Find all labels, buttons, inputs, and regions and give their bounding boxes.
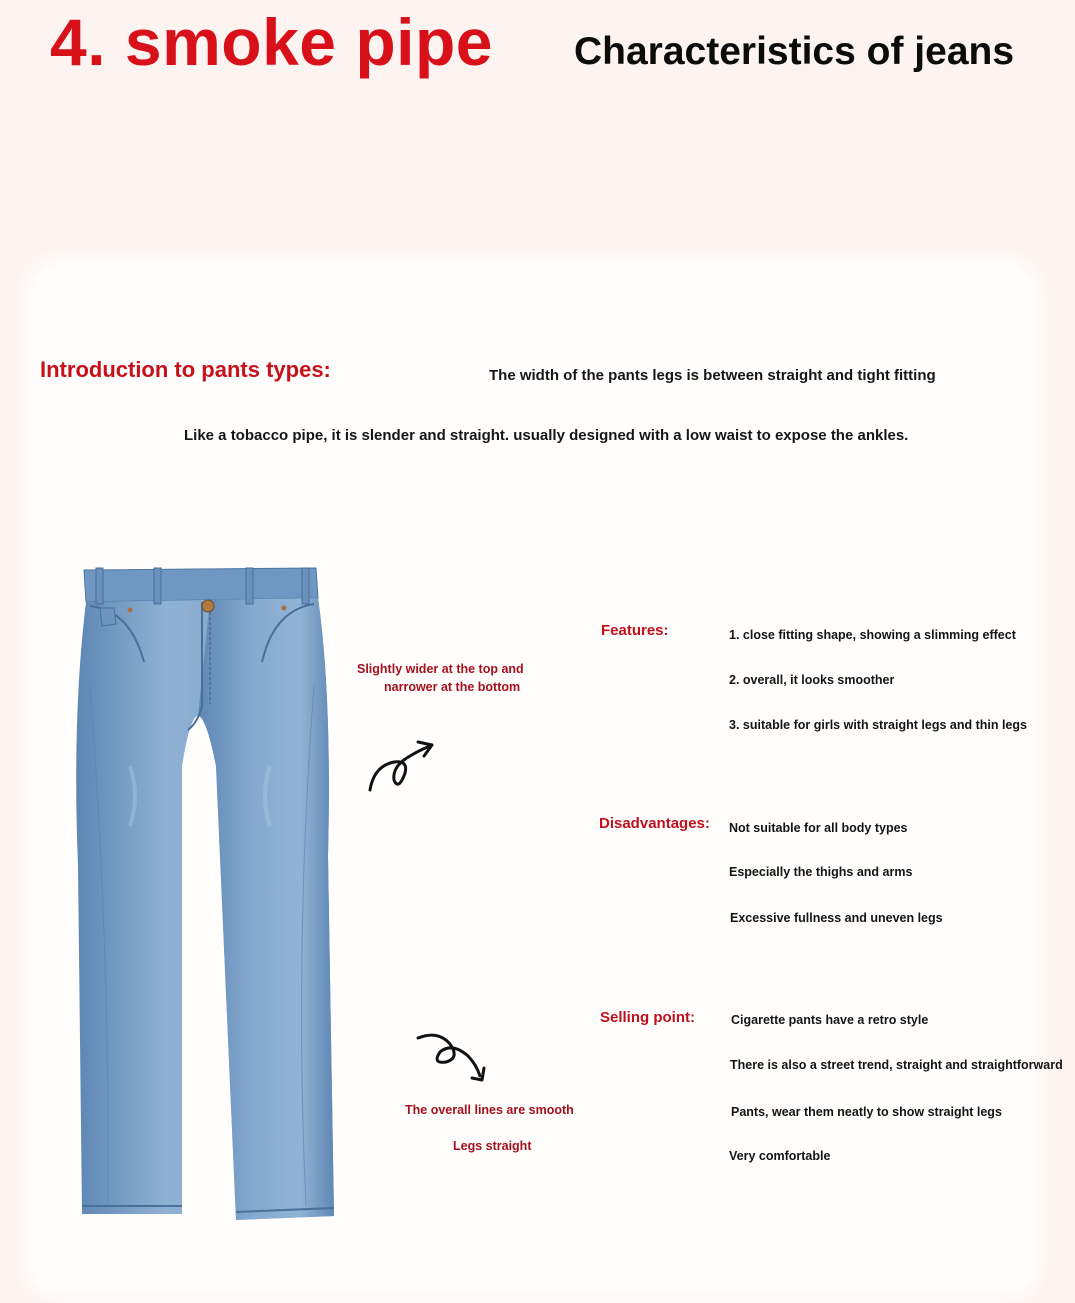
features-item: 3. suitable for girls with straight legs and thin legs [729, 718, 1027, 732]
annotation-bottom-line2: Legs straight [453, 1139, 532, 1153]
disadvantages-label: Disadvantages: [599, 815, 710, 832]
page-title: 4. smoke pipe [50, 5, 494, 79]
selling-point-item: Very comfortable [729, 1149, 831, 1163]
features-label: Features: [601, 622, 669, 639]
jeans-illustration [70, 566, 342, 1226]
intro-text-line1: The width of the pants legs is between straight and tight fitting [489, 367, 936, 384]
selling-point-label: Selling point: [600, 1009, 695, 1026]
selling-point-item: There is also a street trend, straight and straightforward [730, 1058, 1063, 1072]
disadvantages-item: Excessive fullness and uneven legs [730, 911, 943, 925]
selling-point-item: Cigarette pants have a retro style [731, 1013, 929, 1027]
features-item: 1. close fitting shape, showing a slimming effect [729, 628, 1016, 642]
intro-text-line2: Like a tobacco pipe, it is slender and straight. usually designed with a low waist to expose the ankles. [184, 427, 909, 444]
annotation-top-line2: narrower at the bottom [384, 680, 521, 694]
disadvantages-item: Not suitable for all body types [729, 821, 908, 835]
page-subtitle: Characteristics of jeans [574, 30, 1015, 73]
disadvantages-item: Especially the thighs and arms [729, 865, 913, 879]
intro-label: Introduction to pants types: [40, 357, 331, 382]
annotation-top-line1: Slightly wider at the top and [357, 662, 524, 676]
annotation-bottom-line1: The overall lines are smooth [405, 1103, 574, 1117]
selling-point-item: Pants, wear them neatly to show straight legs [731, 1105, 1002, 1119]
curly-arrow-down-icon [412, 1030, 490, 1086]
features-item: 2. overall, it looks smoother [729, 673, 895, 687]
curly-arrow-up-icon [364, 736, 440, 796]
